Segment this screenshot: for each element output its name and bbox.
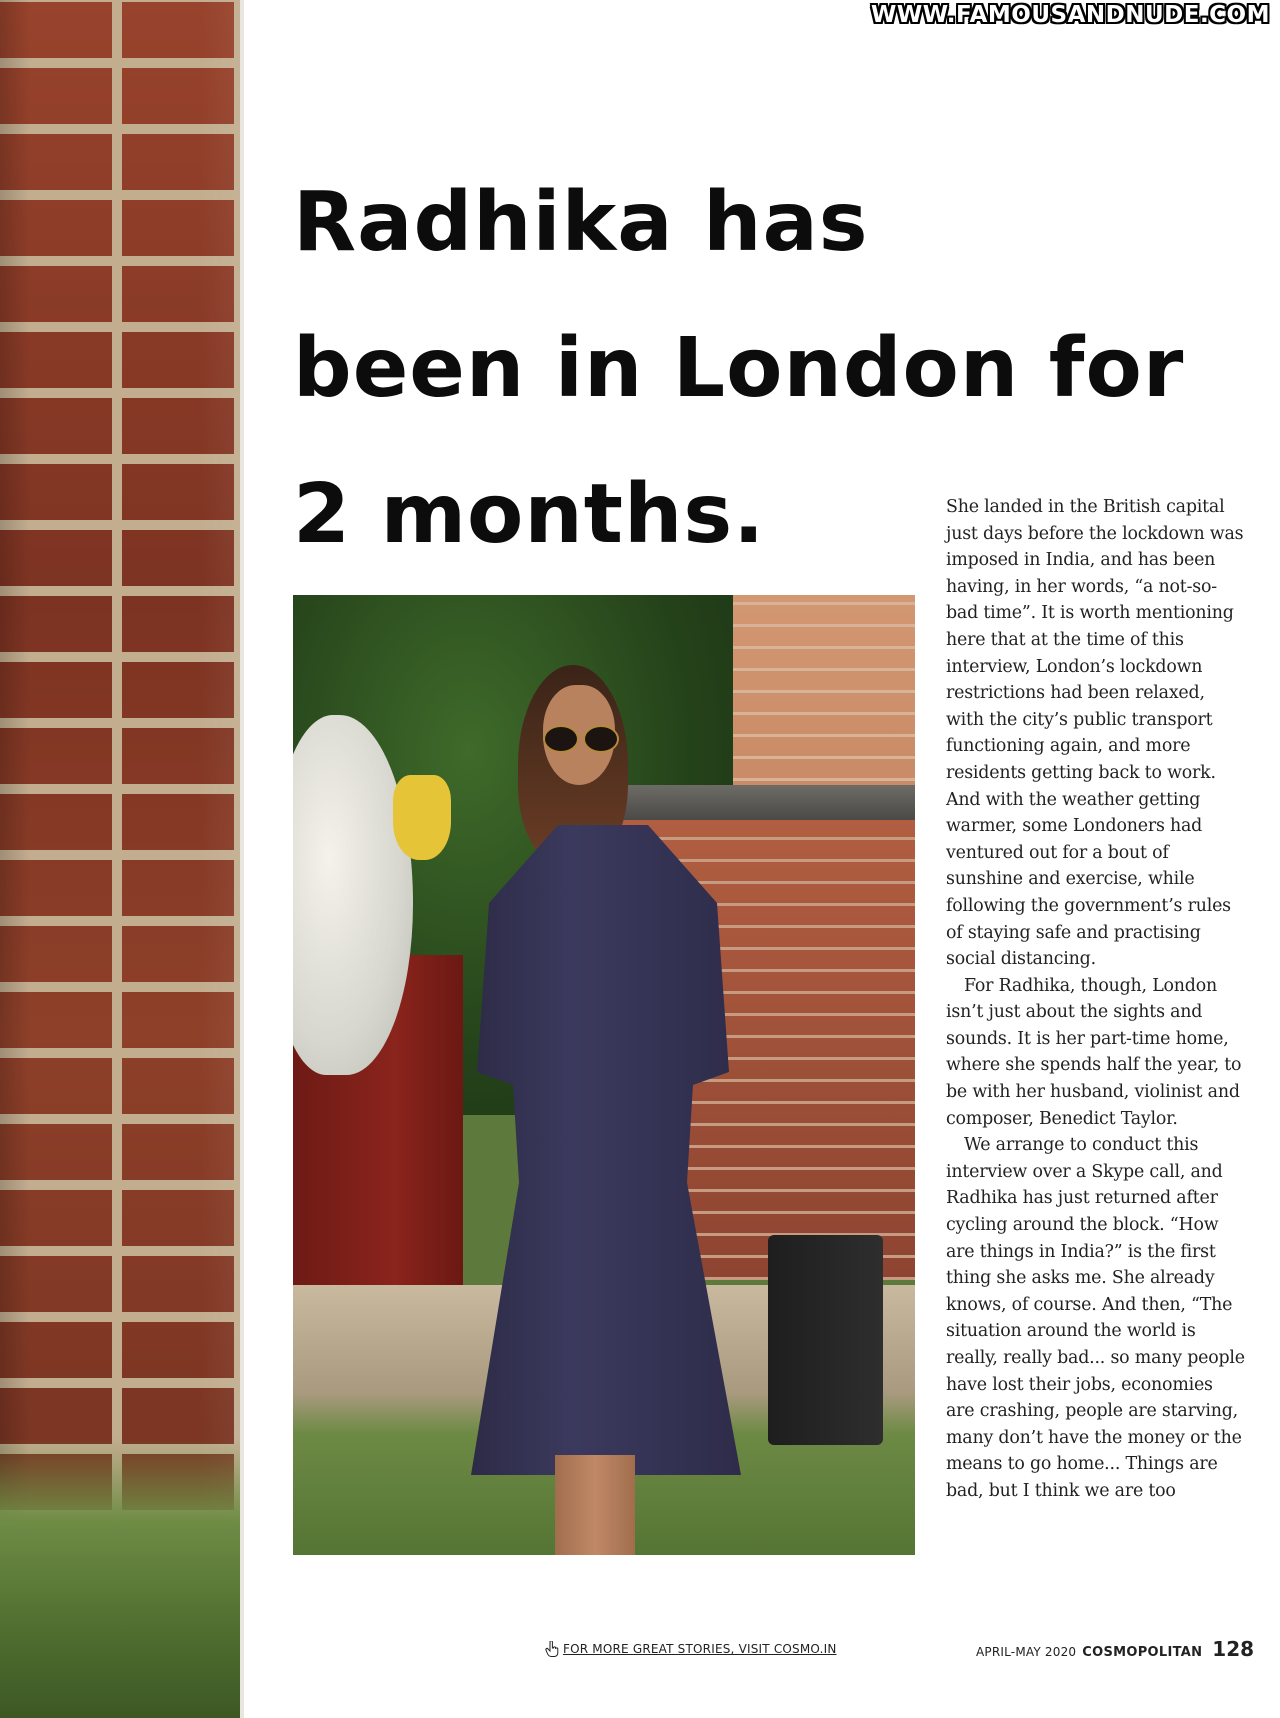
headline [293,150,1185,588]
article-paragraph: For Radhika, though, London isn’t just about the sights and sounds. It is her part-time home, where she spends half the year, to be with her husband, violinist and composer, Benedict Taylor. [946,975,1242,1129]
headline-line: Radhika has [293,175,869,270]
feature-photo [293,595,915,1555]
pointing-hand-icon [545,1641,559,1657]
black-bag [768,1235,883,1445]
article-paragraph: She landed in the British capital just days before the lockdown was imposed in India, and has been having, in her words, “a not-so-bad time”. It is worth mentioning here that at the time of this interview, London’s lockdown restrictions had been relaxed, with the city’s public transport functioning again, and more residents getting back to work. And with the weather getting warmer, some Londoners had ventured out for a bout of sunshine and exercise, while following the government’s rules of staying safe and practising social distancing. [946,497,1244,970]
headline-line: 2 months. [293,467,766,562]
grass-foreground [0,1438,242,1718]
footer-link[interactable] [545,1641,837,1657]
page-number: 128 [1212,1637,1255,1661]
footer-link-text[interactable]: FOR MORE GREAT STORIES, VISIT COSMO.IN [563,1642,837,1656]
magazine-name: COSMOPOLITAN [1082,1645,1203,1660]
article-body [946,494,1246,1505]
sunglasses [543,725,619,749]
watermark: WWW.FAMOUSANDNUDE.COM [871,2,1270,28]
legs [555,1455,635,1555]
headline-line: been in London for [293,321,1185,416]
photo-edge [240,0,244,1718]
yellow-glove [393,775,451,860]
issue-date: APRIL-MAY 2020 [976,1645,1077,1659]
article-paragraph: We arrange to conduct this interview over a Skype call, and Radhika has just returned after cycling around the block. “How are things in India?” is the first thing she asks me. She already knows, of course. And then, “The situation around the world is really, really bad... so many people have lost their jobs, economies are crashing, people are starving, many don’t have the money or the means to go home... Things are bad, but I think we are too [946,1135,1245,1501]
page-footer [976,1637,1254,1661]
